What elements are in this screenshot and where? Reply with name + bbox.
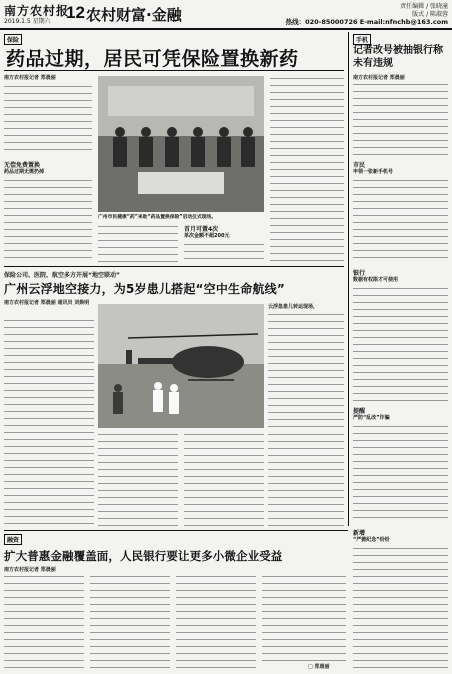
issue-date: 2019.1.5 星期六 — [4, 18, 51, 25]
subhead: 市民 — [353, 162, 366, 169]
byline: 南方农村报记者 郑晨丽 — [4, 567, 56, 573]
subhead: 数据有权限才可使用 — [353, 277, 399, 283]
hotline: 热线：020-85000726 E-mail:nfnchb@163.com — [285, 18, 448, 26]
article-text — [98, 432, 178, 526]
article-text — [4, 178, 92, 258]
article-text — [176, 574, 256, 670]
headline: 广州云浮地空接力，为5岁患儿搭起“空中生命航线” — [4, 282, 285, 296]
article-text — [353, 82, 448, 158]
article-text — [268, 432, 344, 526]
headline: 扩大普惠金融覆盖面，人民银行要让更多小微企业受益 — [4, 549, 283, 563]
section-tag: 保险 — [4, 34, 22, 45]
subhead: 提醒 — [353, 408, 366, 415]
box-heading: 新增 — [353, 530, 366, 537]
subhead: 无偿免费置换 — [4, 162, 41, 169]
subhead: 药品过期无需扔掉 — [4, 169, 45, 175]
byline: 南方农村报记者 郑晨丽 通讯员 刘焕明 — [4, 300, 90, 306]
subhead: 银行 — [353, 270, 366, 277]
article-text — [353, 424, 448, 524]
page-number: 12 — [66, 3, 85, 22]
subhead: 申领一张新手机号 — [353, 169, 394, 175]
newspaper-logo: 南方农村报 — [4, 4, 70, 18]
ceremony-photo — [98, 76, 264, 212]
byline: 南方农村报记者 郑晨丽 — [4, 75, 56, 81]
article-text — [353, 546, 448, 670]
helicopter-photo-graphic — [98, 304, 264, 428]
editor-name: 责任编辑 / 张晓潼 — [400, 3, 448, 10]
article-text — [268, 312, 344, 430]
side-headline: 记者改号被抽银行称未有违规 — [353, 45, 443, 69]
column-divider — [348, 32, 349, 526]
kicker: 保险公司、医院、航空多方开展“地空联动” — [4, 272, 120, 279]
subhead: 严防“乱改”诈骗 — [353, 415, 390, 421]
layout-name: 版式 / 陈淑蓉 — [412, 11, 448, 18]
article-text — [184, 432, 264, 526]
subhead: 单次金额不超200元 — [184, 233, 230, 239]
byline: 南方农村报记者 郑晨丽 — [353, 75, 405, 81]
article-text — [98, 224, 178, 262]
article-text — [262, 574, 346, 662]
subhead: 首月可置4次 — [184, 226, 219, 233]
box-subheading: “严掀纪念”纷纷 — [353, 537, 390, 543]
masthead — [0, 0, 452, 30]
article-text — [4, 84, 92, 156]
article-text — [90, 574, 170, 670]
divider — [4, 70, 344, 71]
author-signature: □ 郑晨丽 — [308, 664, 330, 670]
article-text — [353, 286, 448, 404]
article-text — [184, 242, 264, 262]
photo-caption: 云浮急患儿转运现场， — [268, 304, 319, 310]
article-text — [353, 178, 448, 264]
section-tag: 融资 — [4, 534, 22, 545]
photo-caption: 广州市民健康“药”来助“药品置换保险”启动仪式现场。 — [98, 215, 217, 220]
section-title: 农村财富·金融 — [86, 6, 182, 24]
helicopter-photo — [98, 304, 264, 428]
article-text — [4, 574, 84, 670]
ceremony-photo-graphic — [98, 76, 264, 212]
headline: 药品过期，居民可凭保险置换新药 — [6, 48, 299, 70]
section-tag: 手机 — [353, 34, 371, 45]
article-text — [4, 318, 94, 524]
divider — [4, 530, 348, 531]
divider — [4, 266, 344, 267]
article-text — [270, 76, 344, 262]
